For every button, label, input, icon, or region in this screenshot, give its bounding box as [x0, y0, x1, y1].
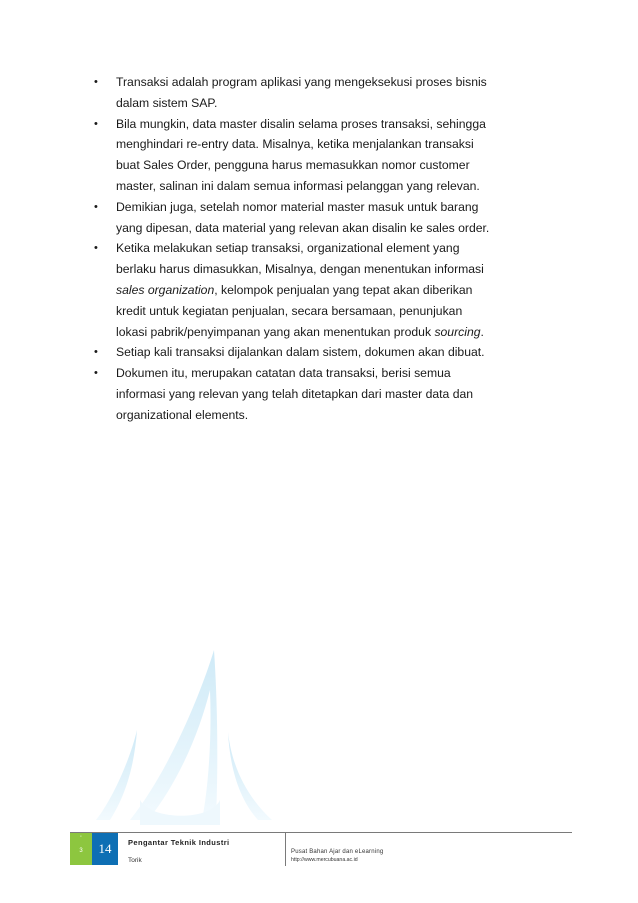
bullet-marker: •	[94, 367, 98, 380]
bullet-item	[92, 114, 492, 197]
bullet-item	[92, 342, 492, 363]
footer-side-mark-bottom: 3	[79, 848, 83, 854]
bullet-marker: •	[94, 76, 98, 88]
center-url: http://www.mercubuana.ac.id	[291, 857, 358, 863]
footer-side-mark-top: '	[80, 836, 82, 842]
footer-divider	[70, 832, 572, 833]
center-name: Pusat Bahan Ajar dan eLearning	[291, 849, 384, 855]
bullet-text: .	[480, 324, 484, 339]
bullet-item	[92, 363, 492, 425]
bullet-marker: •	[94, 346, 98, 359]
bullet-marker: •	[94, 200, 98, 213]
footer-vertical-divider	[285, 833, 286, 866]
italic-term: sales organization	[116, 282, 215, 297]
course-title: Pengantar Teknik Industri	[128, 838, 230, 847]
bullet-item	[92, 72, 492, 114]
bullet-text: , kelompok penjualan yang tepat akan diberikan kredit untuk kegiatan penjualan, secara bersamaan, penunjukan lokasi pabrik/penyimpanan yang akan menentukan produk	[116, 282, 473, 339]
page-number: 14	[92, 833, 118, 865]
bullet-text: Bila mungkin, data master disalin selama proses transaksi, sehingga menghindari re-entry data. Misalnya, ketika menjalankan transaksi buat Sales Order, pengguna harus memasukkan nomor customer master, salinan ini dalam semua informasi pelanggan yang relevan.	[116, 116, 486, 193]
bullet-text: Ketika melakukan setiap transaksi, organizational element yang berlaku harus dimasukkan, Misalnya, dengan menentukan informasi	[116, 241, 484, 277]
bullet-list	[92, 72, 492, 426]
bullet-item	[92, 197, 492, 239]
bullet-text: Dokumen itu, merupakan catatan data transaksi, berisi semua informasi yang relevan yang telah ditetapkan dari master data dan organizational elements.	[116, 366, 474, 422]
bullet-text: Demikian juga, setelah nomor material master masuk untuk barang yang dipesan, data material yang relevan akan disalin ke sales order.	[116, 199, 490, 235]
author-name: Torik	[128, 857, 142, 864]
mercu-buana-logo-watermark-icon	[90, 650, 280, 830]
bullet-marker: •	[94, 242, 98, 255]
bullet-text: Setiap kali transaksi dijalankan dalam sistem, dokumen akan dibuat.	[116, 345, 485, 360]
bullet-marker: •	[94, 117, 98, 130]
italic-term: sourcing	[434, 324, 481, 339]
bullet-text: Transaksi adalah program aplikasi yang mengeksekusi proses bisnis dalam sistem SAP.	[116, 75, 487, 110]
bullet-item	[92, 238, 492, 342]
footer-green-marker	[70, 833, 92, 865]
